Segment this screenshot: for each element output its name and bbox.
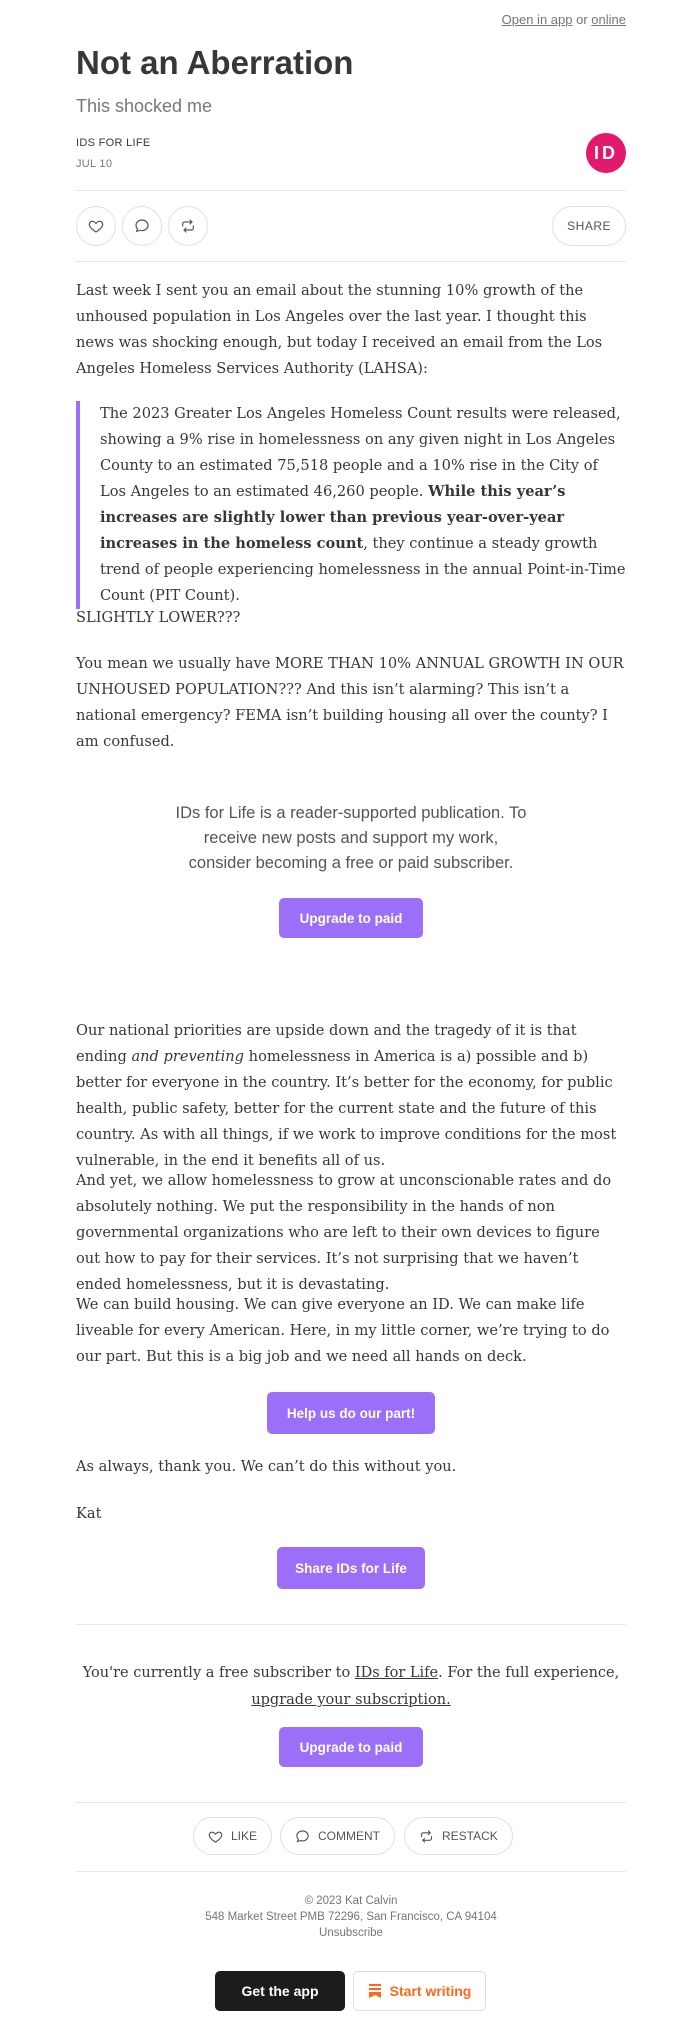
paragraph: You mean we usually have MORE THAN 10% ANNUAL GROWTH IN OUR UNHOUSED POPULATION??? And this isn’t alarming? This isn’t a national emergency? FEMA isn’t building housing all over the county? I am confused. bbox=[76, 655, 624, 750]
divider bbox=[76, 1871, 626, 1872]
upgrade-to-paid-button[interactable]: Upgrade to paid bbox=[279, 898, 423, 938]
address: 548 Market Street PMB 72296, San Francisco, CA 94104 bbox=[205, 1911, 497, 1923]
footer-cta-text-part: You're currently a free subscriber to bbox=[82, 1665, 355, 1681]
start-writing-button[interactable] bbox=[353, 1971, 486, 2011]
upgrade-subscription-link[interactable]: upgrade your subscription. bbox=[251, 1692, 451, 1708]
unsubscribe-link[interactable]: Unsubscribe bbox=[319, 1927, 383, 1939]
share-button[interactable]: SHARE bbox=[552, 206, 626, 246]
paragraph: We can build housing. We can give everyone an ID. We can make life liveable for every American. Here, in my little corner, we’re trying to do our part. But this is a big job and we need all hands on deck. bbox=[76, 1296, 610, 1365]
share-publication-button[interactable]: Share IDs for Life bbox=[277, 1547, 425, 1589]
help-cta bbox=[76, 1392, 626, 1434]
heart-icon bbox=[88, 218, 104, 234]
or-text: or bbox=[576, 12, 588, 27]
subscribe-cta-text: IDs for Life is a reader-supported publication. To receive new posts and support my work, consider becoming a free or paid subscriber. bbox=[175, 804, 527, 872]
open-in-app-link[interactable]: Open in app bbox=[501, 12, 573, 27]
publication-name[interactable]: IDS FOR LIFE bbox=[76, 137, 151, 149]
help-us-button[interactable]: Help us do our part! bbox=[267, 1392, 435, 1434]
paragraph-text: Our national priorities are upside down and the tragedy of it is that ending bbox=[76, 1022, 577, 1065]
online-link[interactable]: online bbox=[591, 12, 626, 27]
like-button[interactable] bbox=[76, 206, 116, 246]
footer-comment-button[interactable] bbox=[280, 1817, 395, 1855]
view-links bbox=[502, 12, 626, 27]
comment-icon bbox=[134, 218, 150, 234]
footer-like-button[interactable] bbox=[193, 1817, 272, 1855]
restack-icon bbox=[180, 218, 196, 234]
paragraph-emphasis: and preventing bbox=[131, 1048, 245, 1065]
post-title[interactable]: Not an Aberration bbox=[76, 44, 354, 81]
comment-button[interactable] bbox=[122, 206, 162, 246]
get-the-app-button[interactable]: Get the app bbox=[215, 1971, 345, 2011]
divider bbox=[76, 1802, 626, 1803]
signature: Kat bbox=[76, 1505, 102, 1522]
footer-upgrade-button[interactable]: Upgrade to paid bbox=[279, 1727, 423, 1767]
paragraph: And yet, we allow homelessness to grow at unconscionable rates and do absolutely nothing. We put the responsibility in the hands of non governmental organizations who are left to their own devices to figure out how to pay for their services. It’s not surprising that we haven’t ended homelessness, but it is devastating. bbox=[76, 1172, 612, 1293]
footer-cta bbox=[76, 1660, 626, 1767]
heart-icon bbox=[208, 1829, 223, 1844]
restack-icon bbox=[419, 1829, 434, 1844]
paragraph: Last week I sent you an email about the stunning 10% growth of the unhoused population in Los Angeles over the last year. I thought this news was shocking enough, but today I received an email from the Los Angeles Homeless Services Authority (LAHSA): bbox=[76, 282, 603, 377]
start-writing-label: Start writing bbox=[389, 1983, 472, 1999]
footer-cta-text-part: . For the full experience, bbox=[438, 1665, 620, 1681]
blockquote bbox=[76, 401, 626, 609]
substack-logo-icon bbox=[368, 1983, 382, 1999]
comment-label: COMMENT bbox=[318, 1829, 380, 1843]
restack-label: RESTACK bbox=[442, 1829, 498, 1843]
comment-icon bbox=[295, 1829, 310, 1844]
footer-cta-text bbox=[76, 1660, 626, 1714]
quote-text: The 2023 Greater Los Angeles Homeless Count results were released, showing a 9% rise in homelessness on any given night in Los Angeles County to an estimated 75,518 people and a 10% rise in the City of Los Angeles to an estimated 46,260 people. bbox=[100, 405, 621, 500]
publication-link[interactable]: IDs for Life bbox=[354, 1665, 439, 1681]
divider bbox=[76, 261, 626, 262]
subscribe-cta bbox=[76, 801, 626, 938]
paragraph: SLIGHTLY LOWER??? bbox=[76, 609, 241, 626]
divider bbox=[76, 190, 626, 191]
paragraph bbox=[76, 1018, 626, 1174]
quote-bold-text: While this year’s increases are slightly lower than previous year-over-year increases in the homeless count bbox=[100, 483, 566, 552]
footer-restack-button[interactable] bbox=[404, 1817, 513, 1855]
share-cta bbox=[76, 1547, 626, 1589]
like-label: LIKE bbox=[231, 1829, 258, 1843]
post-subtitle: This shocked me bbox=[76, 96, 213, 116]
copyright: © 2023 Kat Calvin bbox=[304, 1895, 398, 1907]
paragraph: As always, thank you. We can’t do this without you. bbox=[76, 1458, 457, 1475]
divider bbox=[76, 1624, 626, 1625]
quote-text-end: , they continue a steady growth trend of people experiencing homelessness in the annual Point-in-Time Count (PIT Count). bbox=[100, 535, 626, 604]
restack-button[interactable] bbox=[168, 206, 208, 246]
avatar[interactable]: ID bbox=[586, 133, 626, 173]
post-date: JUL 10 bbox=[76, 158, 113, 170]
paragraph-text: homelessness in America is a) possible and b) better for everyone in the country. It’s better for the economy, for public health, public safety, better for the current state and the future of this country. As with all things, if we work to improve conditions for the most vulnerable, in the end it benefits all of us. bbox=[76, 1048, 617, 1169]
